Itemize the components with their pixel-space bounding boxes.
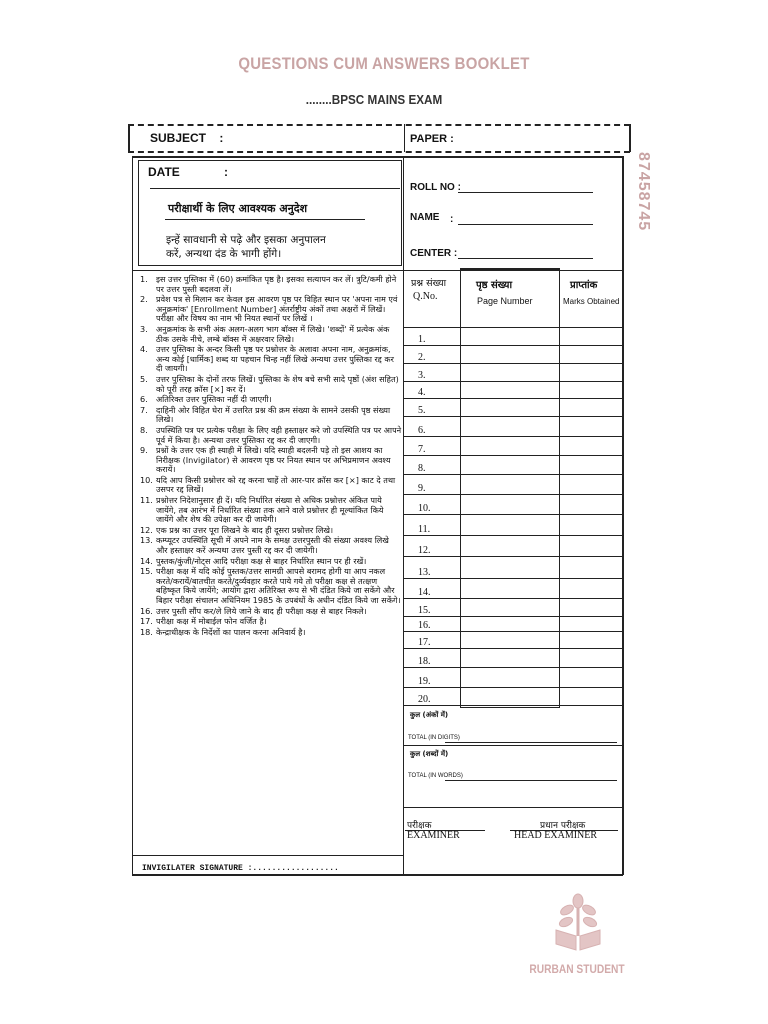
subject-label: SUBJECT : [150, 131, 224, 145]
qno-row-label: 3. [418, 370, 426, 381]
marks-cell[interactable] [560, 381, 620, 397]
instruction-number: 1. [140, 274, 148, 284]
center-label: CENTER : [410, 248, 458, 259]
page-number-cell[interactable] [461, 599, 559, 615]
qno-row-label: 15. [418, 605, 431, 616]
page-number-cell[interactable] [461, 346, 559, 362]
instruction-text: एक प्रश्न का उत्तर पूरा लिखने के बाद ही दूसरा प्रश्नोत्तर लिखे। [156, 524, 334, 535]
instruction-number: 5. [140, 373, 148, 384]
instruction-number: 14. [140, 555, 153, 566]
marks-cell[interactable] [560, 419, 620, 435]
qno-row-label: 9. [418, 483, 426, 494]
qno-row-line [404, 514, 622, 515]
qno-row-label: 12. [418, 545, 431, 556]
marks-cell[interactable] [560, 518, 620, 534]
instruction-text: पुस्तक/कुंजी/नोट्स आदि परीक्षा कक्ष से बाहर निर्धारित स्थान पर ही रखें। [156, 555, 367, 566]
page-number-cell[interactable] [461, 518, 559, 534]
qno-row-line [404, 494, 622, 495]
instruction-item [140, 617, 402, 627]
warning-line-2: करें, अन्यथा दंड के भागी होंगे। [166, 248, 282, 260]
examiner-signature-line[interactable] [405, 830, 485, 831]
qno-row-label: 6. [418, 425, 426, 436]
instruction-number: 7. [140, 404, 148, 415]
qno-row-line [404, 535, 622, 536]
instruction-item [140, 345, 402, 374]
total-words-label: TOTAL (IN WORDS) [408, 773, 463, 779]
marks-cell[interactable] [560, 438, 620, 454]
date-label: DATE [148, 165, 180, 179]
instruction-item [140, 395, 402, 405]
instruction-text: परीक्षा कक्ष में मोबाईल फोन वर्जित है। [156, 616, 267, 627]
page-number-cell[interactable] [461, 457, 559, 473]
instruction-item [140, 375, 402, 394]
marks-cell[interactable] [560, 614, 620, 630]
qno-row-line [404, 416, 622, 417]
instruction-item [140, 557, 402, 567]
date-colon: : [224, 165, 228, 179]
page-number-cell[interactable] [461, 631, 559, 647]
head-examiner-hindi: प्रधान परीक्षक [540, 821, 586, 831]
instruction-number: 4. [140, 344, 148, 355]
qno-row-label: 14. [418, 587, 431, 598]
qno-row-line [404, 705, 622, 706]
instruction-number: 17. [140, 616, 153, 627]
instruction-text: कम्प्यूटर उपस्थिति सूची में अपने नाम के समक्ष उत्तरपुस्ती की संख्या अवश्य लिखे और हस्ताक्षर करें अन्यथा उत्तर पुस्ती रद्द कर दी जायेगी। [156, 535, 389, 556]
qno-row-label: 5. [418, 405, 426, 416]
qno-row-line [404, 578, 622, 579]
head-examiner-label: HEAD EXAMINER [514, 830, 598, 841]
qno-row-label: 17. [418, 637, 431, 648]
instruction-text: यदि आप किसी प्रश्नोत्तर को रद्द करना चाहें तो आर-पार क्रॉस कर [×] काट दे तथा उसपर रद्द लिखें। [156, 474, 396, 495]
sprout-book-icon [548, 892, 608, 954]
total-digits-field[interactable] [445, 742, 617, 743]
instruction-item [140, 526, 402, 536]
qno-header-hindi: प्रश्न संख्या [411, 278, 447, 289]
qno-row-label: 7. [418, 444, 426, 455]
instruction-item [140, 325, 402, 344]
page-number-cell[interactable] [461, 539, 559, 555]
instruction-item [140, 295, 402, 324]
qno-row-line [404, 556, 622, 557]
instruction-number: 8. [140, 424, 148, 435]
marks-cell[interactable] [560, 631, 620, 647]
marks-cell[interactable] [560, 561, 620, 577]
qno-row-label: 20. [418, 694, 431, 705]
paper-label: PAPER : [410, 133, 454, 145]
instruction-text: इस उत्तर पुस्तिका में (60) क्रमांकित पृष्ठ है। इसका सत्यापन कर लें। त्रुटि/कमी होने पर उत्तर पुस्ती बदलवा लें। [156, 274, 397, 294]
page-number-cell[interactable] [461, 561, 559, 577]
invigilator-signature[interactable]: INVIGILATER SIGNATURE :.................. [142, 864, 339, 873]
qno-row-line [404, 474, 622, 475]
page-number-cell[interactable] [461, 399, 559, 415]
instruction-text: केन्द्राधीक्षक के निर्देशों का पालन करना अनिवार्य है। [156, 626, 306, 637]
instruction-number: 6. [140, 394, 148, 405]
marks-cell[interactable] [560, 477, 620, 493]
instruction-number: 12. [140, 524, 153, 535]
roll-no-label: ROLL NO : [410, 182, 461, 193]
instruction-number: 2. [140, 294, 148, 305]
head-examiner-signature-line[interactable] [510, 830, 618, 831]
instruction-item [140, 536, 402, 555]
page-number-cell[interactable] [461, 381, 559, 397]
warning-line-1: इन्हें सावधानी से पढ़े और इसका अनुपालन [166, 234, 326, 246]
instructions-list [140, 275, 402, 638]
page-header-hindi: पृष्ठ संख्या [476, 280, 513, 291]
marks-cell[interactable] [560, 650, 620, 666]
qno-row-label: 4. [418, 387, 426, 398]
exam-subtitle: ........BPSC MAINS EXAM [305, 92, 443, 107]
page-number-cell[interactable] [461, 419, 559, 435]
instruction-number: 3. [140, 323, 148, 334]
instruction-text: अनुक्रमांक के सभी अंक अलग-अलग भाग बॉक्स में लिखे। 'शब्दों' में प्रत्येक अंक ठीक उसके नीचे, लम्बे बॉक्स में अक्षरवार लिखे। [156, 323, 390, 344]
instruction-item [140, 476, 402, 495]
qno-row-label: 16. [418, 620, 431, 631]
instruction-number: 10. [140, 474, 153, 485]
instruction-number: 18. [140, 626, 153, 637]
instruction-item [140, 567, 402, 605]
qno-row-label: 10. [418, 503, 431, 514]
page-number-cell[interactable] [461, 438, 559, 454]
marks-cell[interactable] [560, 399, 620, 415]
qno-row-label: 11. [418, 524, 431, 535]
qno-row-line [404, 455, 622, 456]
instruction-number: 16. [140, 605, 153, 616]
marks-header-hindi: प्राप्तांक [570, 280, 598, 291]
page-number-cell[interactable] [461, 614, 559, 630]
instruction-text: प्रश्नों के उत्तर एक ही स्याही में लिखे। यदि स्याही बदलनी पड़े तो इस आशय का निरीक्षक (Invigilator) से आवरण पृष्ठ पर नियत स्थान पर अभिप्रमाणन अवश्य करायें। [156, 445, 391, 475]
qno-row-line [404, 648, 622, 649]
examiner-hindi: परीक्षक [407, 821, 432, 831]
marks-header-english: Marks Obtained [563, 297, 620, 306]
qno-row-label: 1. [418, 334, 426, 345]
page-number-cell[interactable] [461, 497, 559, 513]
name-label: NAME [410, 212, 440, 223]
instruction-text: उत्तर पुस्तिका के दोनों तरफ लिखें। पुस्तिका के शेष बचे सभी सादे पृष्ठों (अंश सहित) को पूरी तरह क्रॉस [×] कर दें। [156, 373, 399, 394]
instruction-text: अतिरिक्त उत्तर पुस्तिका नहीं दी जाएगी। [156, 394, 272, 405]
name-field[interactable] [458, 224, 593, 225]
qno-row-label: 13. [418, 567, 431, 578]
instruction-text: परीक्षा कक्ष में यदि कोई पुस्तक/उत्तर सामग्री आपसे बरामद होगी या आप नकल करते/करायें/बातचीत करते/दुर्व्यवहार करते पाये गये तो परीक्षा कक्ष से तत्क्षण बहिष्कृत किये जायेंगे; आयोग द्वारा अतिरिक्त रूप से भी दंडित किये जा सकेंगे और बिहार परीक्षा संचालन अधिनियम 1985 के उपबंधों के अधीन दंडित किये जा सकेंगे। [156, 566, 401, 605]
page-number-cell[interactable] [461, 650, 559, 666]
marks-cell[interactable] [560, 688, 620, 704]
qno-row-line [404, 667, 622, 668]
roll-no-field[interactable] [458, 192, 593, 193]
instruction-item [140, 607, 402, 617]
page-number-cell[interactable] [461, 670, 559, 686]
instruction-item [140, 628, 402, 638]
instruction-item [140, 426, 402, 445]
instruction-text: उपस्थिति पत्र पर प्रत्येक परीक्षा के लिए वही हस्ताक्षर करे जो उपस्थिति पत्र पर आपने पूर्व में किया है। अन्यथा उत्तर पुस्तिका रद्द कर दी जाएगी। [156, 424, 402, 445]
instruction-text: उत्तर पुस्ती सौंप कर/ले लिये जाने के बाद ही परीक्षा कक्ष से बाहर निकले। [156, 605, 367, 616]
instruction-text: प्रवेश पत्र से मिलान कर केवल इस आवरण पृष्ठ पर विहित स्थान पर 'अपना नाम एवं अनुक्रमांक' [Enrollment Number] अंतर्राष्ट्रीय अंकों तथा अक्षरों में लिखें। परीक्षा और विषय का नाम भी नियत स्थानों पर लिखें । [156, 294, 398, 324]
marks-cell[interactable] [560, 346, 620, 362]
instruction-text: उत्तर पुस्तिका के अन्दर किसी पृष्ठ पर प्रश्नोत्तर के अलावा अपना नाम, अनुक्रमांक, अन्य कोई [धार्मिक] शब्द या पहचान चिन्ह नहीं लिखे अन्यथा उत्तर पुस्तिका रद्द कर दी जायगी। [156, 344, 394, 374]
qno-row-label: 2. [418, 352, 426, 363]
page-header-english: Page Number [477, 296, 533, 306]
page-number-cell[interactable] [461, 688, 559, 704]
center-field[interactable] [458, 258, 593, 259]
page-number-cell[interactable] [461, 581, 559, 597]
instruction-item [140, 496, 402, 525]
instruction-number: 13. [140, 535, 153, 546]
booklet-title: QUESTIONS CUM ANSWERS BOOKLET [238, 54, 530, 73]
examiner-label: EXAMINER [407, 830, 460, 841]
instruction-number: 15. [140, 566, 153, 577]
qno-row-label: 8. [418, 463, 426, 474]
instruction-number: 11. [140, 495, 153, 506]
instruction-number: 9. [140, 445, 148, 456]
qno-row-label: 19. [418, 676, 431, 687]
marks-cell[interactable] [560, 497, 620, 513]
name-colon: : [450, 214, 454, 225]
qno-row-label: 18. [418, 656, 431, 667]
instruction-item [140, 275, 402, 294]
marks-cell[interactable] [560, 670, 620, 686]
page-number-cell[interactable] [461, 477, 559, 493]
marks-cell[interactable] [560, 364, 620, 380]
total-digits-label: TOTAL (IN DIGITS) [408, 735, 460, 741]
total-words-hindi: कुल (शब्दों में) [410, 750, 449, 758]
instruction-text: दाहिनी ओर विहित घेरा में उत्तरित प्रश्न की क्रम संख्या के सामने उसकी पृष्ठ संख्या लिखे। [156, 404, 391, 425]
brand-logo-text: RURBAN STUDENT [529, 962, 625, 976]
marks-cell[interactable] [560, 599, 620, 615]
instruction-item [140, 446, 402, 475]
qno-row-line [404, 436, 622, 437]
marks-cell[interactable] [560, 328, 620, 344]
instruction-text: प्रश्नोत्तर निदेशानुसार ही दें। यदि निर्धारित संख्या से अधिक प्रश्नोत्तर अंकित पाये जायेंगे, तब आरंभ में निर्धारित संख्या तक आने वाले प्रश्नोत्तर ही मूल्यांकित किये जायेंगे और शेष की उपेक्षा कर दी जायेगी। [156, 495, 384, 525]
total-digits-hindi: कुल (अंकों में) [410, 711, 449, 719]
marks-cell[interactable] [560, 457, 620, 473]
total-words-field[interactable] [445, 780, 617, 781]
marks-cell[interactable] [560, 581, 620, 597]
page-number-cell[interactable] [461, 364, 559, 380]
instructions-heading: परीक्षार्थी के लिए आवश्यक अनुदेश [168, 202, 308, 215]
instruction-item [140, 406, 402, 425]
serial-number: 87458745 [635, 152, 652, 232]
marks-cell[interactable] [560, 539, 620, 555]
qno-header-english: Q.No. [413, 291, 438, 302]
page-number-cell[interactable] [461, 328, 559, 344]
